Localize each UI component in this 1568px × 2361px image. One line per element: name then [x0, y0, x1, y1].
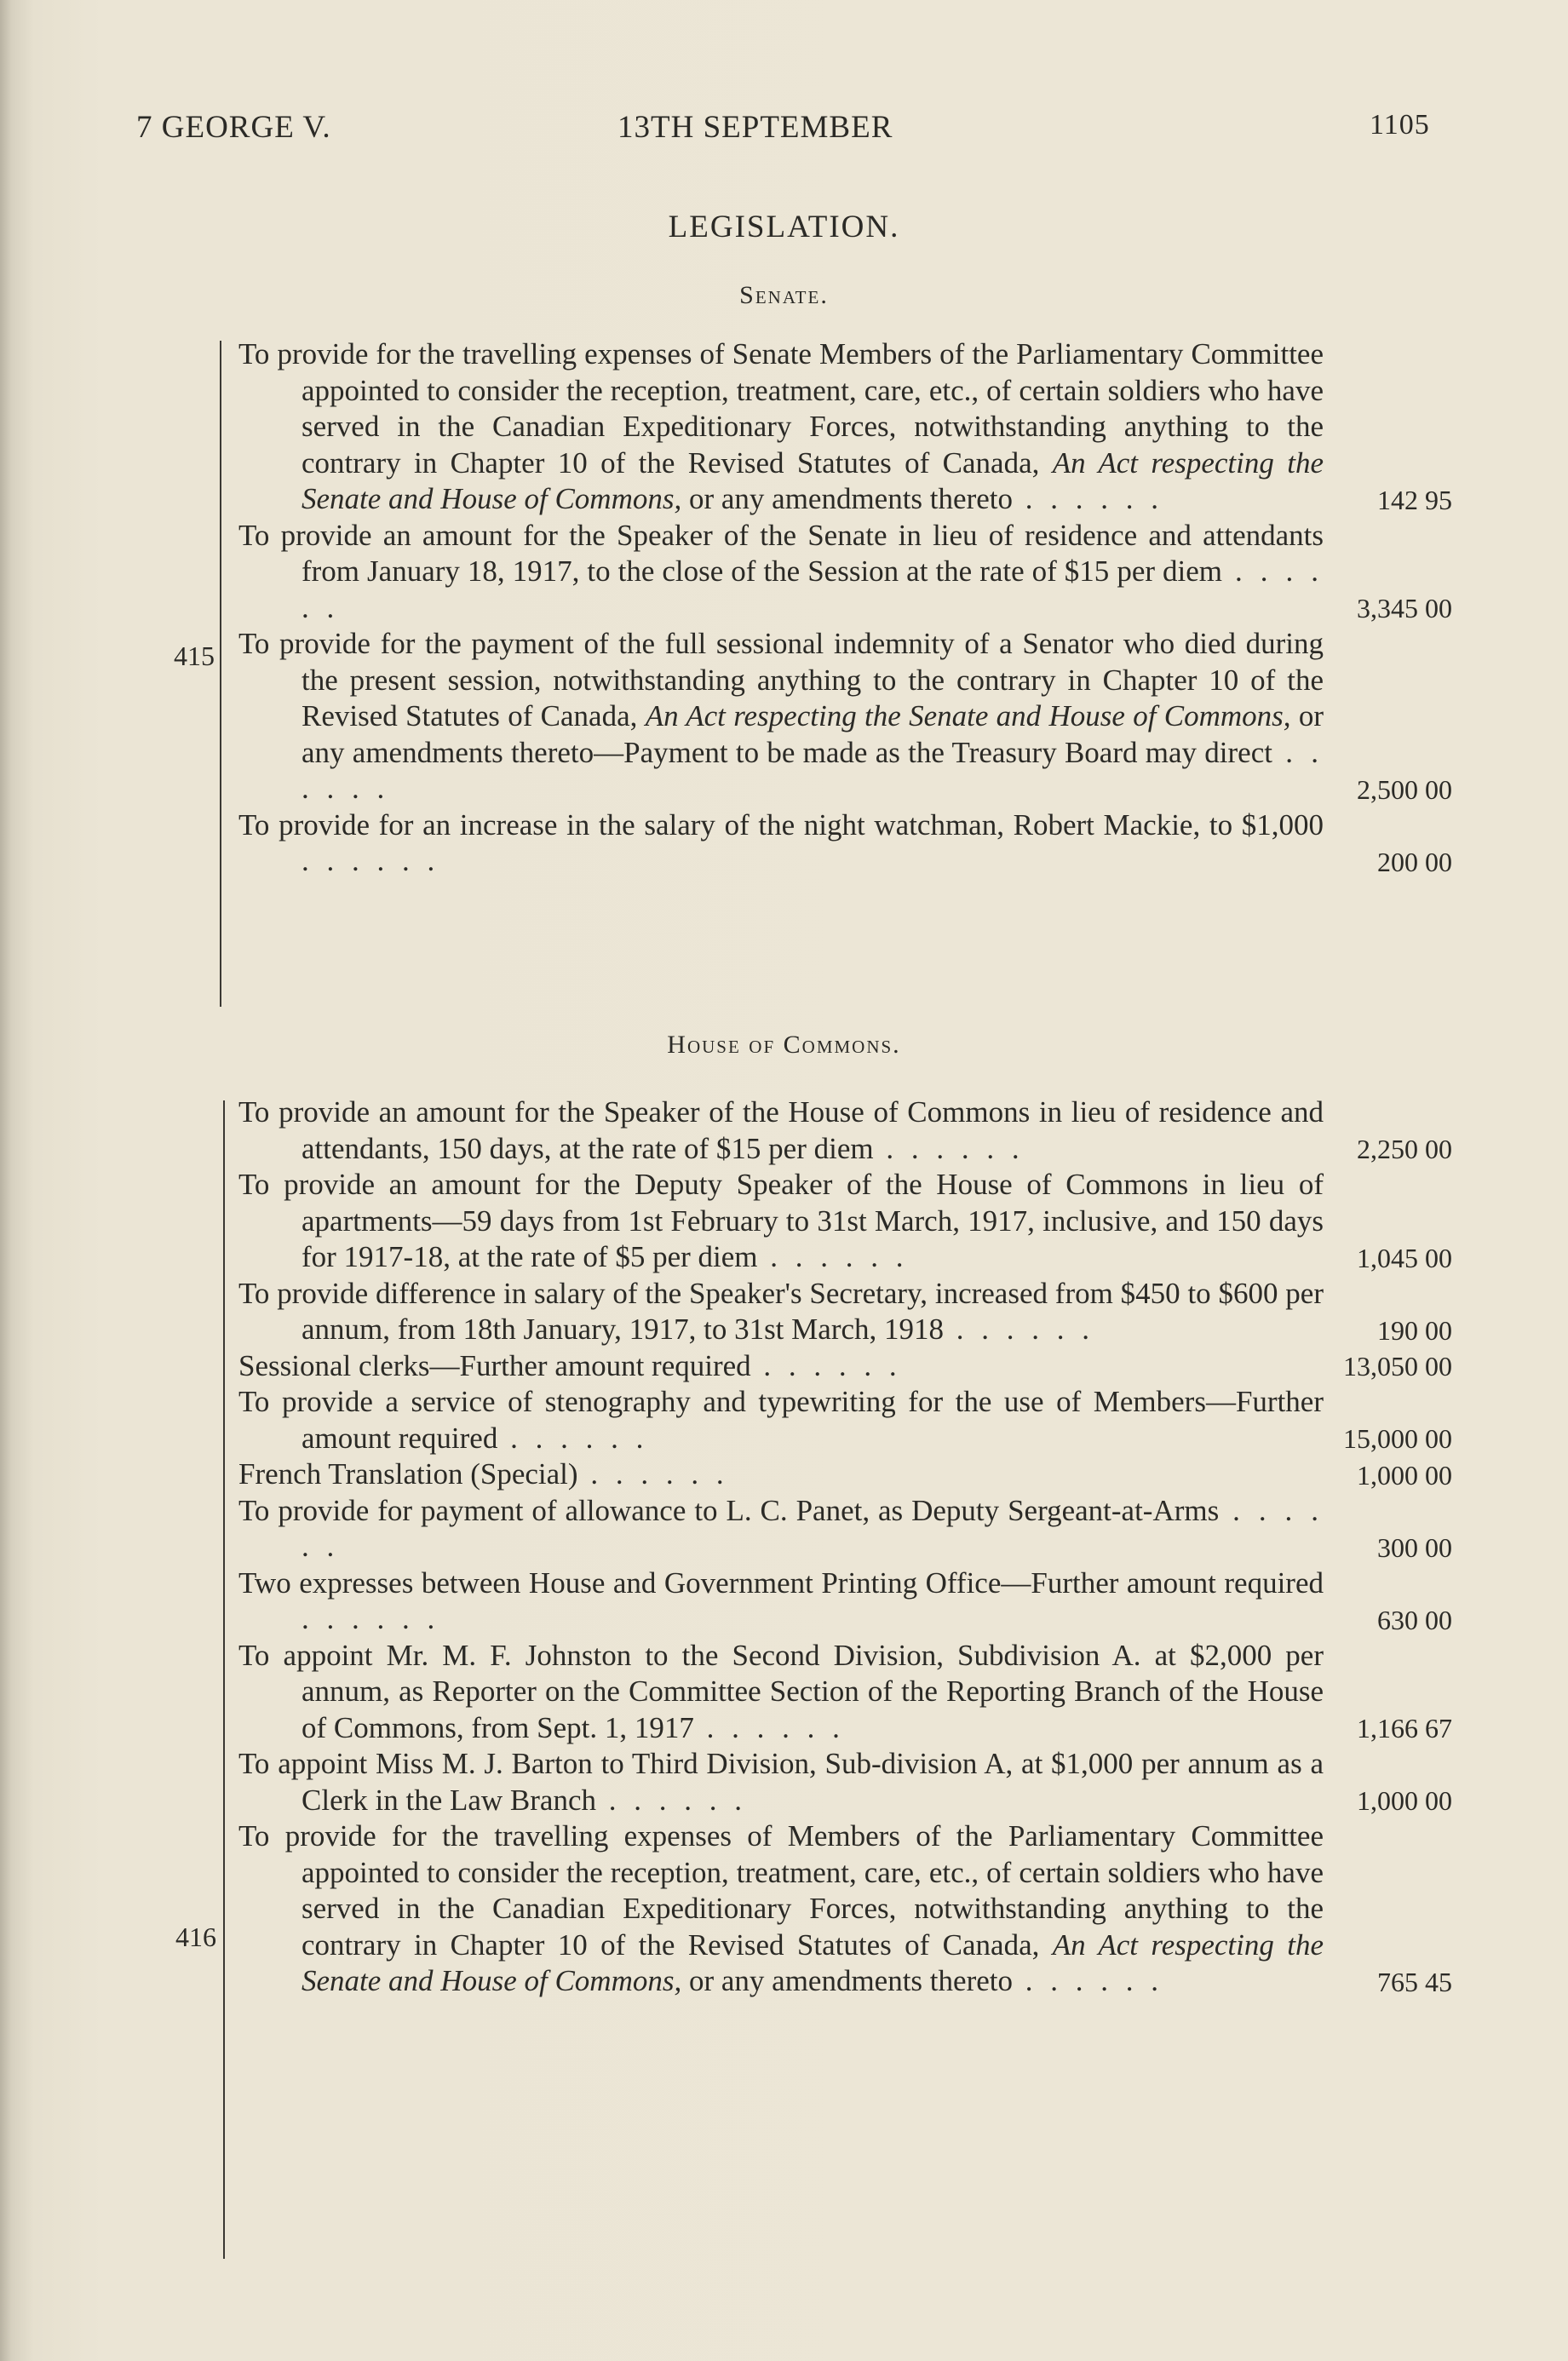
- entry-act-title: An Act respecting the Senate and House of Commons,: [302, 1927, 1324, 1997]
- entry-description-tail: or any amendments thereto: [681, 1964, 1013, 1997]
- entry-description: To provide an amount for the Deputy Speaker of the House of Commons in lieu of apartments—59 days from 1st February to 31st March, 1917, inclusive, and 150 days for 1917-18, at the rate of $5 per diem: [238, 1168, 1324, 1273]
- entry-amount: 190 00: [1377, 1314, 1452, 1346]
- entry-description: To provide an amount for the Speaker of the House of Commons in lieu of residence and attendants, 150 days, at the rate of $15 per diem: [238, 1095, 1324, 1165]
- commons-entry: [0, 1276, 1568, 1348]
- entry-description: To provide a service of stenography and typewriting for the use of Members—Further amount required: [238, 1385, 1324, 1455]
- dot-leader: . . . . . .: [596, 1783, 748, 1817]
- senate-entry: [0, 626, 1568, 807]
- senate-entry: [0, 336, 1568, 518]
- dot-leader: . . . . . .: [693, 1710, 845, 1744]
- entry-description: To provide for payment of allowance to L. C. Panet, as Deputy Sergeant-at-Arms: [238, 1493, 1220, 1527]
- entry-text: [238, 1276, 1324, 1348]
- commons-entry: [0, 1167, 1568, 1276]
- entry-description: To provide for the payment of the full sessional indemnity of a Senator who died during the present session, notwithstanding anything to the contrary in Chapter 10 of the Revised Statutes of Canada,: [238, 627, 1324, 732]
- entry-description-tail: or any amendments thereto—Payment to be made as the Treasury Board may direct: [302, 699, 1324, 769]
- senate-entry: [0, 807, 1568, 880]
- dot-leader: . . . . . .: [750, 1348, 902, 1382]
- entry-description: Sessional clerks—Further amount required: [238, 1348, 751, 1382]
- senate-vote-number: 415: [174, 641, 215, 671]
- entry-text: [238, 1167, 1324, 1276]
- entry-description: To provide for an increase in the salary of the night watchman, Robert Mackie, to $1,000: [238, 807, 1324, 842]
- dot-leader: . . . . . .: [302, 735, 1324, 805]
- entry-text: [238, 1746, 1324, 1818]
- dot-leader: . . . . . .: [873, 1131, 1025, 1165]
- entry-amount: 200 00: [1377, 846, 1452, 877]
- entry-amount: 300 00: [1377, 1531, 1452, 1563]
- page-title: LEGISLATION.: [668, 210, 900, 244]
- entry-amount: 13,050 00: [1343, 1351, 1452, 1382]
- entry-amount: 1,166 67: [1357, 1713, 1452, 1743]
- entry-description: To appoint Miss M. J. Barton to Third Division, Sub-division A, at $1,000 per annum as a Clerk in the Law Branch: [238, 1747, 1324, 1817]
- entry-description: Two expresses between House and Government Printing Office—Further amount required: [238, 1565, 1324, 1600]
- dot-leader: . . . . . .: [302, 844, 440, 877]
- senate-heading: Senate.: [739, 281, 829, 309]
- senate-entry: [0, 518, 1568, 627]
- page-number: 1105: [1370, 109, 1430, 141]
- entry-act-title: An Act respecting the Senate and House of Commons,: [302, 445, 1324, 515]
- entry-description: To provide for the travelling expenses of Members of the Parliamentary Committee appointed to consider the reception, treatment, care, etc., of certain soldiers who have served in the Canadian Expeditionary Forces, notwithstanding anything to the contrary in Chapter 10 of the Revised Statutes of Canada,: [238, 1819, 1324, 1962]
- running-head-date: 13TH SEPTEMBER: [617, 110, 893, 145]
- commons-entry: [0, 1456, 1568, 1493]
- commons-entry: [0, 1348, 1568, 1385]
- commons-heading: House of Commons.: [667, 1031, 901, 1059]
- entry-description: To provide for the travelling expenses of Senate Members of the Parliamentary Committee appointed to consider the reception, treatment, care, etc., of certain soldiers who have served in the Canadian Expeditionary Forces, notwithstanding anything to the contrary in Chapter 10 of the Revised Statutes of Canada,: [238, 337, 1324, 480]
- entry-description: To provide an amount for the Speaker of the Senate in lieu of residence and attendants from January 18, 1917, to the close of the Session at the rate of $15 per diem: [238, 518, 1324, 588]
- entry-text: [238, 518, 1324, 627]
- entry-amount: 15,000 00: [1343, 1423, 1452, 1454]
- commons-entry: [0, 1384, 1568, 1456]
- entry-text: [238, 1094, 1324, 1167]
- entry-text: [238, 1384, 1324, 1456]
- entry-text: [238, 1818, 1324, 2000]
- entry-amount: 1,045 00: [1357, 1242, 1452, 1273]
- dot-leader: . . . . . .: [302, 554, 1324, 624]
- entry-act-title: An Act respecting the Senate and House of Commons,: [645, 699, 1291, 732]
- entry-description-tail: or any amendments thereto: [681, 482, 1013, 515]
- entry-amount: 765 45: [1377, 1966, 1452, 1997]
- entry-text: [238, 626, 1324, 807]
- entry-text: [238, 1456, 1324, 1493]
- commons-entry: [0, 1818, 1568, 2000]
- entry-text: [238, 1638, 1324, 1747]
- entry-text: [238, 336, 1324, 518]
- entry-amount: 1,000 00: [1357, 1785, 1452, 1816]
- entry-description: French Translation (Special): [238, 1457, 578, 1491]
- commons-vote-number: 416: [175, 1922, 216, 1952]
- entry-amount: 2,250 00: [1357, 1134, 1452, 1164]
- dot-leader: . . . . . .: [1012, 482, 1163, 515]
- dot-leader: . . . . . .: [577, 1457, 729, 1491]
- dot-leader: . . . . . .: [1012, 1964, 1163, 1997]
- running-head: [0, 109, 1568, 160]
- entry-description: To appoint Mr. M. F. Johnston to the Second Division, Subdivision A. at $2,000 per annum, as Reporter on the Committee Section of the Reporting Branch of the House of Commons, from Sept. 1, 1917: [238, 1638, 1324, 1744]
- commons-entry: [0, 1493, 1568, 1565]
- commons-entry: [0, 1638, 1568, 1747]
- entry-amount: 142 95: [1377, 484, 1452, 515]
- commons-entry: [0, 1746, 1568, 1818]
- dot-leader: . . . . . .: [302, 1493, 1324, 1563]
- commons-entry: [0, 1565, 1568, 1638]
- entry-text: [238, 1348, 1324, 1385]
- entry-text: [238, 1493, 1324, 1565]
- dot-leader: . . . . . .: [302, 1602, 440, 1635]
- dot-leader: . . . . . .: [944, 1313, 1095, 1346]
- entry-amount: 630 00: [1377, 1604, 1452, 1635]
- commons-entry: [0, 1094, 1568, 1167]
- senate-entries: [0, 336, 1568, 880]
- running-head-left: 7 GEORGE V.: [136, 110, 331, 145]
- entry-amount: 3,345 00: [1357, 593, 1452, 623]
- entry-amount: 1,000 00: [1357, 1459, 1452, 1491]
- entry-amount: 2,500 00: [1357, 773, 1452, 805]
- senate-brace: [220, 341, 221, 1007]
- dot-leader: . . . . . .: [757, 1240, 909, 1273]
- entry-text: [238, 807, 1324, 880]
- commons-entries: [0, 1094, 1568, 2000]
- dot-leader: . . . . . .: [497, 1421, 649, 1455]
- commons-brace: [223, 1100, 225, 2259]
- entry-text: [238, 1565, 1324, 1638]
- entry-description: To provide difference in salary of the Speaker's Secretary, increased from $450 to $600 per annum, from 18th January, 1917, to 31st March, 1918: [238, 1276, 1324, 1346]
